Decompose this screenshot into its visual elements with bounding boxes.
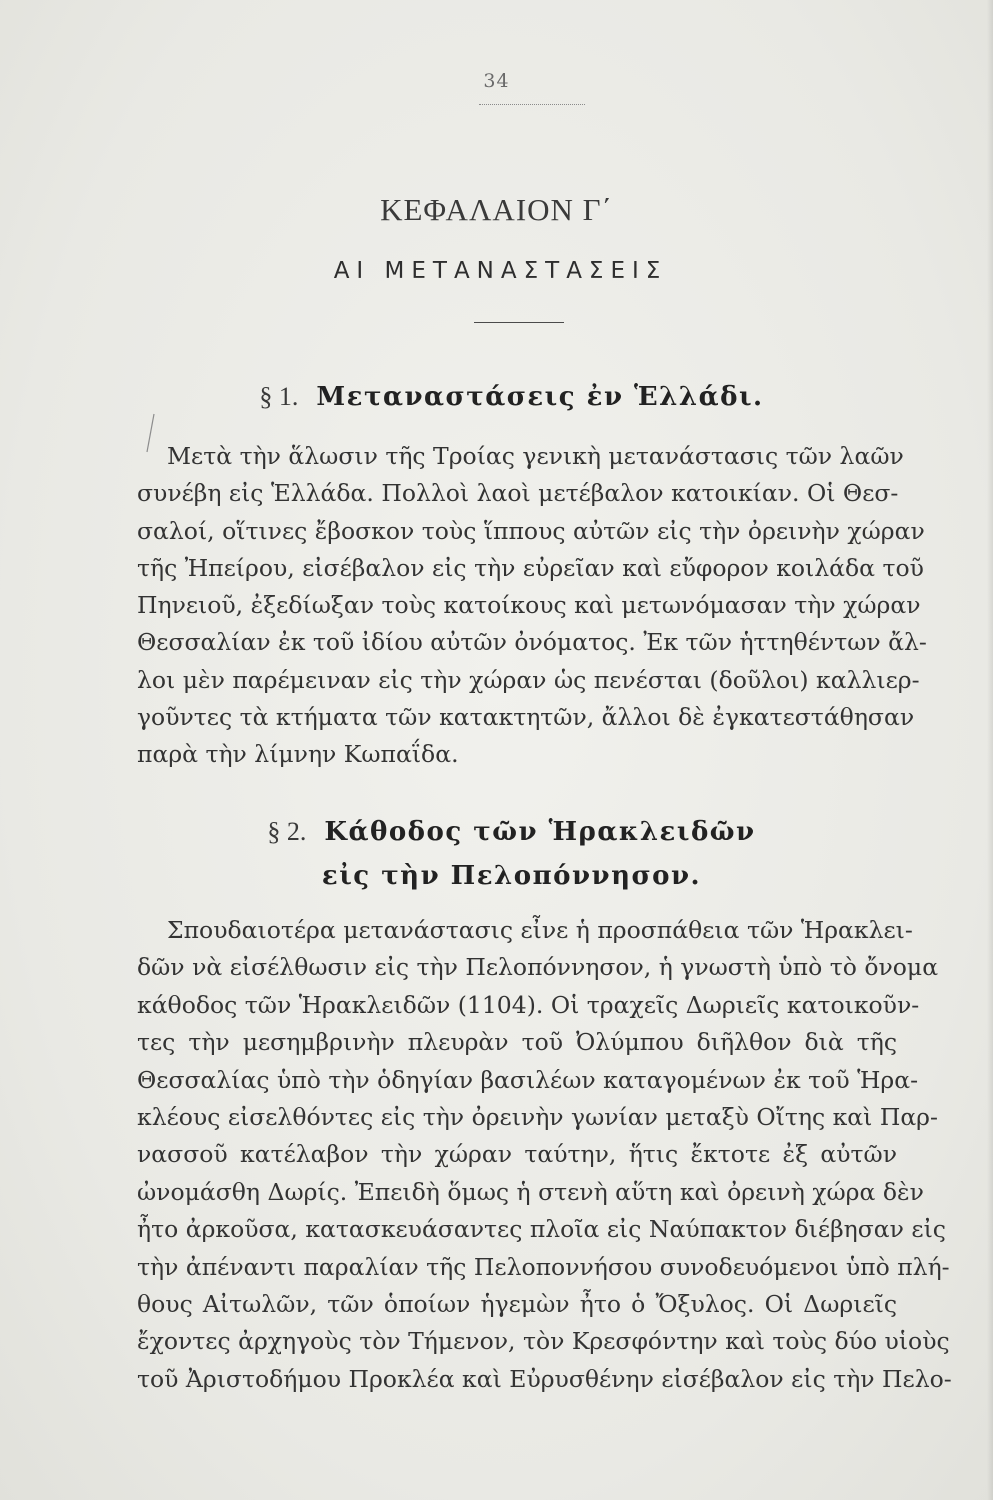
section-1-heading [0,380,993,414]
paragraph-line: τὴν ἀπέναντι παραλίαν τῆς Πελοποννήσου συνοδευόμενοι ὑπὸ πλή- [137,1252,950,1281]
paragraph-line: δῶν νὰ εἰσέλθωσιν εἰς τὴν Πελοπόννησον, ἡ γνωστὴ ὑπὸ τὸ ὄνομα [137,953,939,982]
paragraph-line: ἔχοντες ἀρχηγοὺς τὸν Τήμενον, τὸν Κρεσφόντην καὶ τοὺς δύο υἱοὺς [137,1327,950,1356]
section-1-title: Μεταναστάσεις ἐν Ἑλλάδι. [316,382,764,412]
paragraph-line: σαλοί, οἵτινες ἔβοσκον τοὺς ἵππους αὐτῶν εἰς τὴν ὀρεινὴν χώραν [137,516,925,545]
paragraph-line: Σπουδαιοτέρα μετανάστασις εἶνε ἡ προσπάθεια τῶν Ἡρακλει- [167,916,913,944]
paragraph-1 [137,438,927,774]
section-2-title-line-2: εἰς τὴν Πελοπόννησον. [321,861,702,891]
paragraph-line: τῆς Ἠπείρου, εἰσέβαλον εἰς τὴν εὐρεῖαν καὶ εὔφορον κοιλάδα τοῦ [137,553,924,582]
section-2-number: § 2. [267,817,307,846]
chapter-title: ΚΕΦΑΛΑΙΟΝ Γ΄ [380,192,613,227]
page-number-rule [479,104,585,105]
chapter-subtitle: ΑΙ ΜΕΤΑΝΑΣΤΑΣΕΙΣ [333,258,668,284]
title-divider [474,322,564,323]
page-number: 34 [483,70,510,92]
paragraph-line: τοῦ Ἀριστοδήμου Προκλέα καὶ Εὐρυσθένην εἰσέβαλον εἰς τὴν Πελο- [137,1364,952,1393]
page-edge-shadow [987,0,993,1500]
paragraph-line: νασσοῦ κατέλαβον τὴν χώραν ταύτην, ἥτις ἔκτοτε ἐξ αὐτῶν [137,1140,897,1169]
paragraph-line: ὠνομάσθη Δωρίς. Ἐπειδὴ ὅμως ἡ στενὴ αὕτη καὶ ὀρεινὴ χώρα δὲν [137,1177,924,1206]
paragraph-line: Θεσσαλίας ὑπὸ τὴν ὁδηγίαν βασιλέων καταγομένων ἐκ τοῦ Ἡρα- [137,1065,919,1094]
paragraph-line: παρὰ τὴν λίμνην Κωπαΐδα. [137,740,459,769]
paragraph-2 [137,912,952,1398]
paragraph-line: θους Αἰτωλῶν, τῶν ὁποίων ἡγεμὼν ἦτο ὁ Ὄξυλος. Οἱ Δωριεῖς [137,1289,897,1318]
section-2-heading [0,815,993,893]
section-2-title-line-1: Κάθοδος τῶν Ἡρακλειδῶν [324,817,756,847]
paragraph-line: Πηνειοῦ, ἐξεδίωξαν τοὺς κατοίκους καὶ μετωνόμασαν τὴν χώραν [137,591,921,620]
section-1-number: § 1. [259,382,299,411]
paragraph-line: Μετὰ τὴν ἅλωσιν τῆς Τροίας γενικὴ μετανάστασις τῶν λαῶν [167,442,904,470]
paragraph-line: τες τὴν μεσημβρινὴν πλευρὰν τοῦ Ὀλύμπου διῆλθον διὰ τῆς [137,1028,897,1057]
paragraph-line: κάθοδος τῶν Ἡρακλειδῶν (1104). Οἱ τραχεῖς Δωριεῖς κατοικοῦν- [137,990,920,1019]
paragraph-line: γοῦντες τὰ κτήματα τῶν κατακτητῶν, ἄλλοι δὲ ἐγκατεστάθησαν [137,703,915,732]
paragraph-line: κλέους εἰσελθόντες εἰς τὴν ὀρεινὴν γωνίαν μεταξὺ Οἴτης καὶ Παρ- [137,1102,938,1131]
paragraph-line: Θεσσαλίαν ἐκ τοῦ ἰδίου αὐτῶν ὀνόματος. Ἐκ τῶν ἡττηθέντων ἄλ- [137,628,927,657]
paragraph-line: λοι μὲν παρέμειναν εἰς τὴν χώραν ὡς πενέσται (δοῦλοι) καλλιερ- [137,665,920,694]
paragraph-line: συνέβη εἰς Ἑλλάδα. Πολλοὶ λαοὶ μετέβαλον κατοικίαν. Οἱ Θεσ- [137,479,899,508]
paragraph-line: ἦτο ἀρκοῦσα, κατασκευάσαντες πλοῖα εἰς Ναύπακτον διέβησαν εἰς [137,1215,946,1244]
